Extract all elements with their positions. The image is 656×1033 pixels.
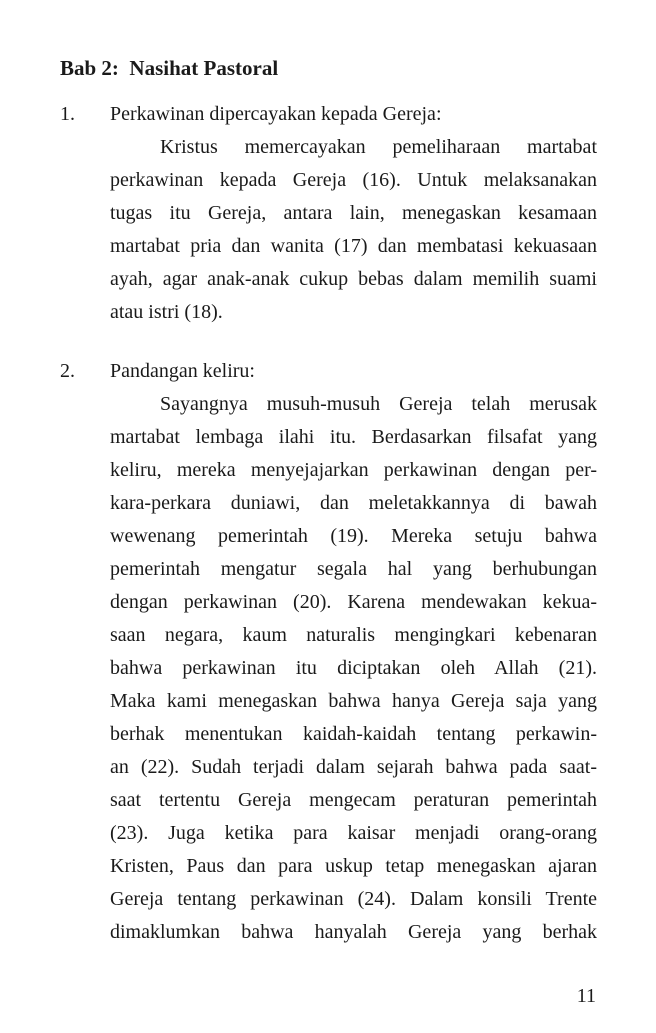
text-line: berhak menentukan kaidah-kaidah tentang perkawin-: [110, 723, 597, 745]
text-line: Maka kami menegaskan bahwa hanya Gereja saja yang: [110, 690, 597, 712]
text-line: dengan perkawinan (20). Karena mendewakan kekua-: [110, 591, 597, 613]
text-line: martabat lembaga ilahi itu. Berdasarkan filsafat yang: [110, 426, 597, 448]
text-line: pemerintah mengatur segala hal yang berhubungan: [110, 558, 597, 580]
text-line: Sayangnya musuh-musuh Gereja telah merusak: [160, 393, 597, 415]
text-line: martabat pria dan wanita (17) dan membatasi kekuasaan: [110, 235, 597, 257]
text-line: (23). Juga ketika para kaisar menjadi orang-orang: [110, 822, 597, 844]
text-line: Kristus memercayakan pemeliharaan martabat: [160, 136, 597, 158]
text-line: tugas itu Gereja, antara lain, menegaskan kesamaan: [110, 202, 597, 224]
text-line: bahwa perkawinan itu diciptakan oleh Allah (21).: [110, 657, 597, 679]
page-number: 11: [576, 985, 596, 1007]
text-line: atau istri (18).: [110, 301, 223, 323]
chapter-title: Bab 2: Nasihat Pastoral: [60, 56, 279, 80]
text-line: saat tertentu Gereja mengecam peraturan pemerintah: [110, 789, 597, 811]
text-line: ayah, agar anak-anak cukup bebas dalam memilih suami: [110, 268, 597, 290]
section-heading: Perkawinan dipercayakan kepada Gereja:: [110, 103, 442, 125]
text-line: an (22). Sudah terjadi dalam sejarah bahwa pada saat-: [110, 756, 597, 778]
section-body: [110, 388, 597, 949]
text-line: saan negara, kaum naturalis mengingkari kebenaran: [110, 624, 597, 646]
text-line: keliru, mereka menyejajarkan perkawinan dengan per-: [110, 459, 597, 481]
section-body: [110, 131, 597, 329]
text-line: Kristen, Paus dan para uskup tetap menegaskan ajaran: [110, 855, 597, 877]
text-line: kara-perkara duniawi, dan meletakkannya di bawah: [110, 492, 597, 514]
section-number: 1.: [60, 103, 75, 125]
section-number: 2.: [60, 360, 75, 382]
section-heading: Pandangan keliru:: [110, 360, 255, 382]
text-line: wewenang pemerintah (19). Mereka setuju bahwa: [110, 525, 597, 547]
text-line: perkawinan kepada Gereja (16). Untuk melaksanakan: [110, 169, 597, 191]
text-line: Gereja tentang perkawinan (24). Dalam konsili Trente: [110, 888, 597, 910]
text-line: dimaklumkan bahwa hanyalah Gereja yang berhak: [110, 921, 597, 943]
